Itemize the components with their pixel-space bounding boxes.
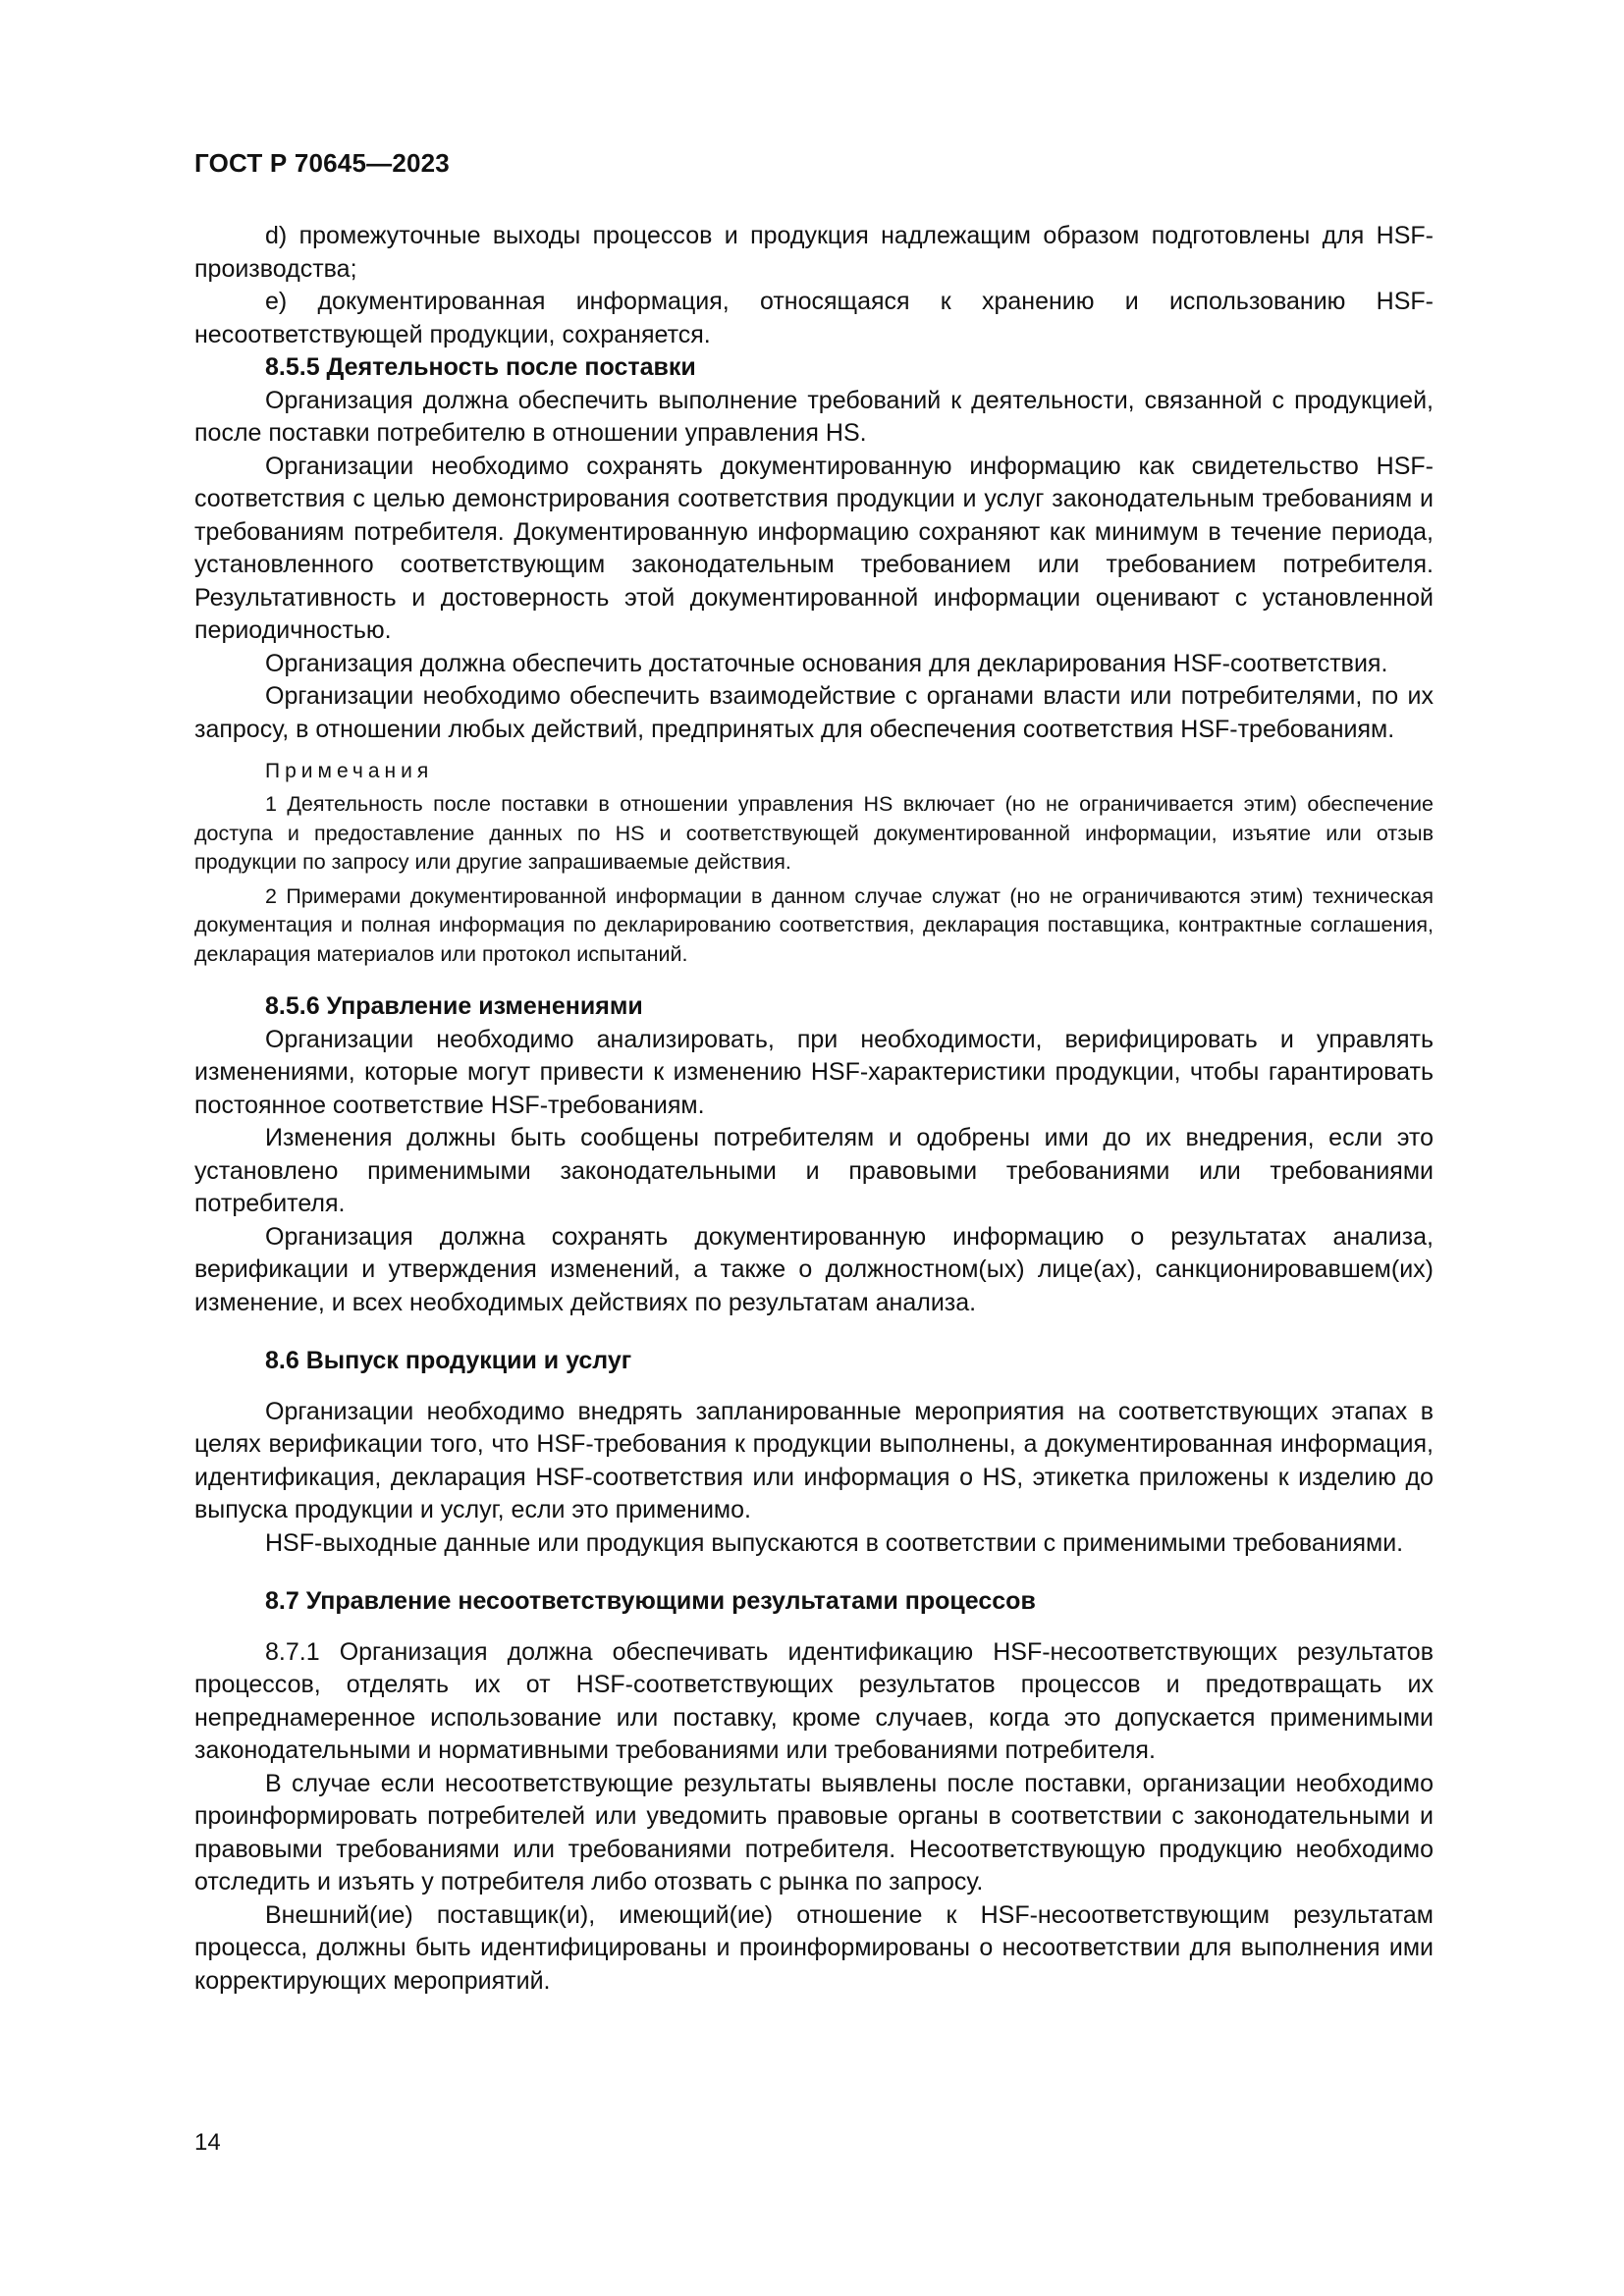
list-item-e: e) документированная информация, относящаяся к хранению и использованию HSF-несоответствующей продукции, сохраняется. <box>194 288 1434 348</box>
paragraph: Организация должна обеспечить достаточные основания для декларирования HSF-соответствия. <box>265 649 1388 677</box>
section-heading-8-6: 8.6 Выпуск продукции и услуг <box>265 1347 632 1374</box>
paragraph: Организации необходимо сохранять документированную информацию как свидетельство HSF-соответствия с целью демонстрирования соответствия продукции и услуг законодательным требованиям и требованиям потребителя. Документированную информацию сохраняют как минимум в течение периода, установленного соответствующим законодательным требованием или требованием потребителя. Результативность и достоверность этой документированной информации оценивают с установленной периодичностью. <box>194 452 1434 644</box>
paragraph: В случае если несоответствующие результаты выявлены после поставки, организации необходимо проинформировать потребителей или уведомить правовые органы в соответствии с законодательными и правовыми требованиями или требованиями потребителя. Несоответствующую продукцию необходимо отследить и изъять у потребителя либо отозвать с рынка по запросу. <box>194 1769 1434 1896</box>
list-item-d: d) промежуточные выходы процессов и продукция надлежащим образом подготовлены для HSF-производства; <box>194 222 1434 283</box>
paragraph: HSF-выходные данные или продукция выпускаются в соответствии с применимыми требованиями. <box>265 1528 1404 1557</box>
page-number: 14 <box>194 2129 221 2156</box>
document-code-header: ГОСТ Р 70645—2023 <box>194 148 450 178</box>
document-page <box>194 147 1434 2160</box>
paragraph: Организации необходимо внедрять запланированные мероприятия на соответствующих этапах в целях верификации того, что HSF-требования к продукции выполнены, а документированная информация, идентификация, декларация HSF-соответствия или информация о HS, этикетка приложены к изделию до выпуска продукции и услуг, если это применимо. <box>194 1397 1434 1523</box>
paragraph: Организация должна обеспечить выполнение требований к деятельности, связанной с продукцией, после поставки потребителю в отношении управления HS. <box>194 386 1434 447</box>
paragraph: Изменения должны быть сообщены потребителям и одобрены ими до их внедрения, если это установлено применимыми законодательными и правовыми требованиями или требованиями потребителя. <box>194 1124 1434 1217</box>
note-2: 2 Примерами документированной информации в данном случае служат (но не ограничиваются этим) техническая документация и полная информация по декларированию соответствия, декларация поставщика, контрактные соглашения, декларация материалов или протокол испытаний. <box>194 883 1434 966</box>
paragraph: Организация должна сохранять документированную информацию о результатах анализа, верификации и утверждения изменений, а также о должностном(ых) лице(ах), санкционировавшем(их) изменение, и всех необходимых действиях по результатам анализа. <box>194 1222 1434 1316</box>
section-heading-8-5-6: 8.5.6 Управление изменениями <box>265 992 643 1020</box>
paragraph: Организации необходимо анализировать, при необходимости, верифицировать и управлять изменениями, которые могут привести к изменению HSF-характеристики продукции, чтобы гарантировать постоянное соответствие HSF-требованиям. <box>194 1025 1434 1119</box>
paragraph: Организации необходимо обеспечить взаимодействие с органами власти или потребителями, по их запросу, в отношении любых действий, предпринятых для обеспечения соответствия HSF-требованиям. <box>194 682 1434 743</box>
paragraph: 8.7.1 Организация должна обеспечивать идентификацию HSF-несоответствующих результатов процессов, отделять их от HSF-соответствующих результатов процессов и предотвращать их непреднамеренное использование или поставку, кроме случаев, когда это допускается применимыми законодательными и нормативными требованиями или требованиями потребителя. <box>194 1637 1434 1764</box>
section-heading-8-5-5: 8.5.5 Деятельность после поставки <box>265 353 696 381</box>
note-1: 1 Деятельность после поставки в отношении управления HS включает (но не ограничивается этим) обеспечение доступа и предоставление данных по HS и соответствующей документированной информации, изъятие или отзыв продукции по запросу или другие запрашиваемые действия. <box>194 792 1434 874</box>
notes-label: Примечания <box>265 760 434 782</box>
section-heading-8-7: 8.7 Управление несоответствующими результатами процессов <box>265 1587 1036 1615</box>
paragraph: Внешний(ие) поставщик(и), имеющий(ие) отношение к HSF-несоответствующим результатам процесса, должны быть идентифицированы и проинформированы о несоответствии для выполнения ими корректирующих мероприятий. <box>194 1900 1434 1995</box>
